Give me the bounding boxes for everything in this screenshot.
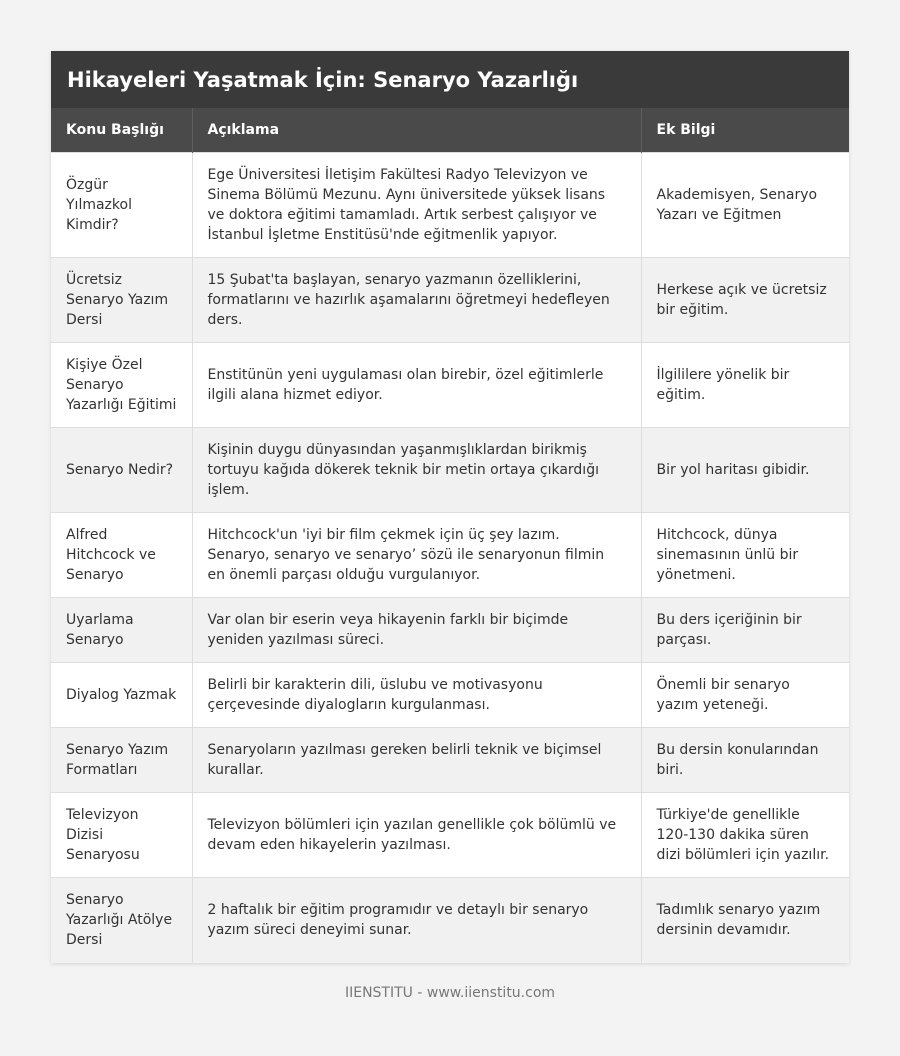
page-title: Hikayeleri Yaşatmak İçin: Senaryo Yazarlığı <box>51 51 849 108</box>
cell-description: 15 Şubat'ta başlayan, senaryo yazmanın özelliklerini, formatlarını ve hazırlık aşamalarını öğretmeyi hedefleyen ders. <box>192 258 641 343</box>
cell-description: Var olan bir eserin veya hikayenin farklı bir biçimde yeniden yazılması süreci. <box>192 598 641 663</box>
cell-topic: Senaryo Yazım Formatları <box>51 728 192 793</box>
table-row <box>51 153 849 258</box>
cell-description: Hitchcock'un 'iyi bir film çekmek için üç şey lazım. Senaryo, senaryo ve senaryo’ sözü ile senaryonun filmin en önemli parçası olduğu vurgulanıyor. <box>192 513 641 598</box>
cell-info: Hitchcock, dünya sinemasının ünlü bir yönetmeni. <box>641 513 849 598</box>
cell-description: 2 haftalık bir eğitim programıdır ve detaylı bir senaryo yazım süreci deneyimi sunar. <box>192 878 641 963</box>
cell-description: Senaryoların yazılması gereken belirli teknik ve biçimsel kurallar. <box>192 728 641 793</box>
column-header-info: Ek Bilgi <box>641 108 849 153</box>
cell-topic: Özgür Yılmazkol Kimdir? <box>51 153 192 258</box>
table-row <box>51 598 849 663</box>
cell-topic: Kişiye Özel Senaryo Yazarlığı Eğitimi <box>51 343 192 428</box>
cell-topic: Senaryo Yazarlığı Atölye Dersi <box>51 878 192 963</box>
table-row <box>51 663 849 728</box>
column-header-description: Açıklama <box>192 108 641 153</box>
table-row <box>51 793 849 878</box>
cell-info: Tadımlık senaryo yazım dersinin devamıdır. <box>641 878 849 963</box>
cell-topic: Uyarlama Senaryo <box>51 598 192 663</box>
cell-info: Akademisyen, Senaryo Yazarı ve Eğitmen <box>641 153 849 258</box>
cell-topic: Ücretsiz Senaryo Yazım Dersi <box>51 258 192 343</box>
column-header-topic: Konu Başlığı <box>51 108 192 153</box>
topics-table <box>51 108 849 963</box>
table-header-row <box>51 108 849 153</box>
table-row <box>51 428 849 513</box>
cell-info: Bu ders içeriğinin bir parçası. <box>641 598 849 663</box>
cell-description: Kişinin duygu dünyasından yaşanmışlıklardan birikmiş tortuyu kağıda dökerek teknik bir metin ortaya çıkardığı işlem. <box>192 428 641 513</box>
cell-description: Enstitünün yeni uygulaması olan birebir, özel eğitimlerle ilgili alana hizmet ediyor. <box>192 343 641 428</box>
footer-credit: IIENSTITU - www.iienstitu.com <box>344 985 556 1001</box>
table-row <box>51 513 849 598</box>
table-row <box>51 728 849 793</box>
table-row <box>51 343 849 428</box>
cell-info: Türkiye'de genellikle 120-130 dakika süren dizi bölümleri için yazılır. <box>641 793 849 878</box>
cell-description: Televizyon bölümleri için yazılan genellikle çok bölümlü ve devam eden hikayelerin yazılması. <box>192 793 641 878</box>
cell-info: İlgililere yönelik bir eğitim. <box>641 343 849 428</box>
cell-topic: Senaryo Nedir? <box>51 428 192 513</box>
cell-description: Ege Üniversitesi İletişim Fakültesi Radyo Televizyon ve Sinema Bölümü Mezunu. Aynı üniversitede yüksek lisans ve doktora eğitimi tamamladı. Artık serbest çalışıyor ve İstanbul İşletme Enstitüsü'nde eğitmenlik yapıyor. <box>192 153 641 258</box>
cell-info: Bu dersin konularından biri. <box>641 728 849 793</box>
cell-info: Bir yol haritası gibidir. <box>641 428 849 513</box>
cell-description: Belirli bir karakterin dili, üslubu ve motivasyonu çerçevesinde diyalogların kurgulanması. <box>192 663 641 728</box>
cell-topic: Televizyon Dizisi Senaryosu <box>51 793 192 878</box>
table-row <box>51 878 849 963</box>
content-card <box>51 51 849 963</box>
cell-info: Herkese açık ve ücretsiz bir eğitim. <box>641 258 849 343</box>
table-row <box>51 258 849 343</box>
cell-info: Önemli bir senaryo yazım yeteneği. <box>641 663 849 728</box>
cell-topic: Diyalog Yazmak <box>51 663 192 728</box>
cell-topic: Alfred Hitchcock ve Senaryo <box>51 513 192 598</box>
